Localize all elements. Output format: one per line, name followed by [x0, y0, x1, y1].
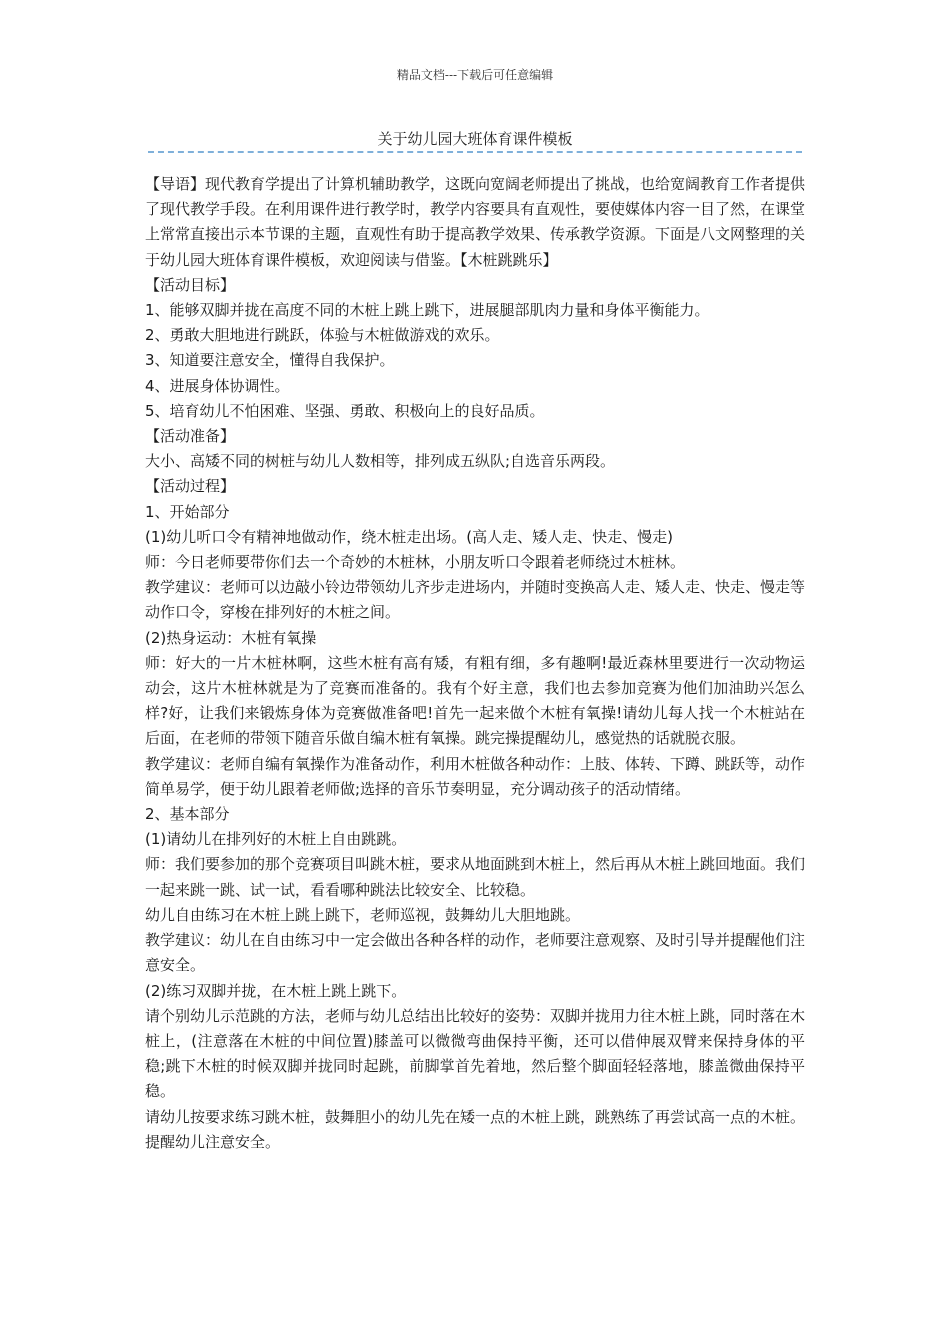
goal-item: 4、进展身体协调性。 [145, 376, 290, 395]
body-paragraph: 请幼儿按要求练习跳木桩，鼓舞胆小的幼儿先在矮一点的木桩上跳，跳熟练了再尝试高一点的木桩。提醒幼儿注意安全。 [145, 1107, 806, 1151]
intro-paragraph: 【导语】现代教育学提出了计算机辅助教学，这既向宽阔老师提出了挑战，也给宽阔教育工作者提供了现代教学手段。在利用课件进行教学时，教学内容要具有直观性，要使媒体内容一目了然，在课堂上常常直接出示本节课的主题，直观性有助于提高教学效果、传承教学资源。下面是八文网整理的关于幼儿园大班体育课件模板，欢迎阅读与借鉴。【木桩跳跳乐】 [145, 175, 806, 269]
body-paragraph: 师：我们要参加的那个竞赛项目叫跳木桩，要求从地面跳到木桩上，然后再从木桩上跳回地面。我们一起来跳一跳、试一试，看看哪种跳法比较安全、比较稳。 [145, 855, 806, 899]
goal-item: 1、能够双脚并拢在高度不同的木桩上跳上跳下，进展腿部肌肉力量和身体平衡能力。 [145, 301, 710, 320]
body-paragraph: 教学建议：老师可以边敲小铃边带领幼儿齐步走进场内，并随时变换高人走、矮人走、快走、慢走等动作口令，穿梭在排列好的木桩之间。 [145, 578, 806, 622]
goal-item: 2、勇敢大胆地进行跳跃，体验与木桩做游戏的欢乐。 [145, 326, 500, 345]
body-paragraph: 请个别幼儿示范跳的方法，老师与幼儿总结出比较好的姿势：双脚并拢用力往木桩上跳，同时落在木桩上，(注意落在木桩的中间位置)膝盖可以微微弯曲保持平衡，还可以借伸展双臂来保持身体的平稳;跳下木桩的时候双脚并拢同时起跳，前脚掌首先着地，然后整个脚面轻轻落地，膝盖微曲保持平稳。 [145, 1006, 806, 1101]
subsection-heading: 2、基本部分 [145, 805, 230, 824]
body-paragraph: (1)请幼儿在排列好的木桩上自由跳跳。 [145, 830, 407, 849]
body-paragraph: 教学建议：老师自编有氧操作为准备动作，利用木桩做各种动作：上肢、体转、下蹲、跳跃等，动作简单易学，便于幼儿跟着老师做;选择的音乐节奏明显，充分调动孩子的活动情绪。 [145, 754, 806, 798]
goal-item: 5、培育幼儿不怕困难、坚强、勇敢、积极向上的良好品质。 [145, 401, 545, 420]
preparation-text: 大小、高矮不同的树桩与幼儿人数相等，排列成五纵队;自选音乐两段。 [145, 452, 616, 471]
header-note: 精品文档---下载后可任意编辑 [396, 68, 554, 82]
section-heading-goals: 【活动目标】 [145, 275, 236, 294]
subsection-heading: 1、开始部分 [145, 502, 230, 521]
section-heading-process: 【活动过程】 [145, 477, 236, 496]
document-body [145, 172, 805, 1155]
body-paragraph: 师：好大的一片木桩林啊，这些木桩有高有矮，有粗有细，多有趣啊!最近森林里要进行一次动物运动会，这片木桩林就是为了竞赛而准备的。我有个好主意，我们也去参加竞赛为他们加油助兴怎么样?好，让我们来锻炼身体为竞赛做准备吧!首先一起来做个木桩有氧操!请幼儿每人找一个木桩站在后面，在老师的带领下随音乐做自编木桩有氧操。跳完操提醒幼儿，感觉热的话就脱衣服。 [145, 653, 805, 748]
body-paragraph: (2)练习双脚并拢，在木桩上跳上跳下。 [145, 981, 407, 1000]
document-title: 关于幼儿园大班体育课件模板 [377, 130, 573, 148]
title-divider [148, 151, 802, 153]
body-paragraph: (1)幼儿听口令有精神地做动作，绕木桩走出场。(高人走、矮人走、快走、慢走) [145, 527, 673, 546]
goal-item: 3、知道要注意安全，懂得自我保护。 [145, 351, 395, 370]
body-paragraph: 幼儿自由练习在木桩上跳上跳下，老师巡视，鼓舞幼儿大胆地跳。 [145, 905, 581, 924]
body-paragraph: 教学建议：幼儿在自由练习中一定会做出各种各样的动作，老师要注意观察、及时引导并提醒他们注意安全。 [145, 931, 806, 975]
section-heading-preparation: 【活动准备】 [145, 427, 236, 446]
body-paragraph: 师：今日老师要带你们去一个奇妙的木桩林，小朋友听口令跟着老师绕过木桩林。 [145, 553, 686, 572]
body-paragraph: (2)热身运动：木桩有氧操 [145, 628, 317, 647]
